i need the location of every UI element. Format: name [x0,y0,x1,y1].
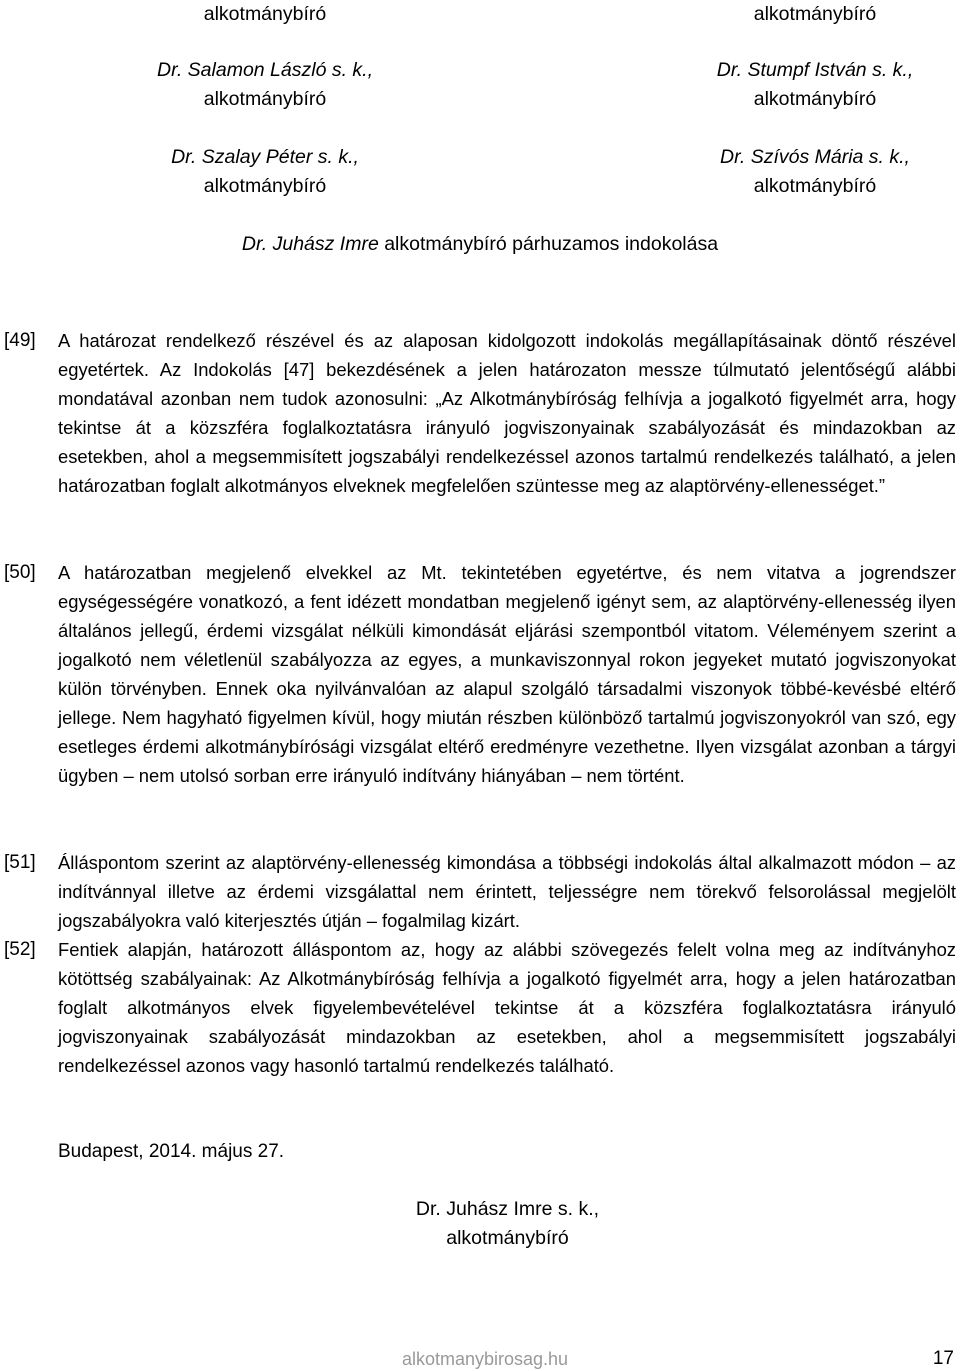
signature-name: Dr. Stumpf István [716,59,867,81]
paragraph-text: A határozatban megjelenő elvekkel az Mt. tekintetében egyetértve, és nem vitatva a jogrendszer egységességére vonatkozó, a fent idézett mondatban megjelenő igényt sem, az alaptörvény-ellenesség ilyen általános jellegű, érdemi vizsgálat nélküli kimondását eljárási szempontból vitatom. Véleményem szerint a jogalkotó nem véletlenül szabályozza az egyes, a munkaviszonnyal rokon jegyeket mutató jogviszonyokat külön törvényben. Ennek oka nyilvánvalóan az alapul szolgáló társadalmi viszonyok többé-kevésbé eltérő jellege. Nem hagyható figyelmen kívül, hogy miután részben különböző tartalmú jogviszonyokról van szó, egy esetleges érdemi alkotmánybírósági vizsgálat eltérő eredményre vezethetne. Ilyen vizsgálat azonban a tárgyi ügyben – nem utolsó sorban erre irányuló indítvány hiányában – nem történt. [58,562,956,786]
signature-name-line [120,143,410,172]
signature-name-line [120,56,410,85]
signature-title: alkotmánybíró [203,88,327,110]
paragraph-text: Fentiek alapján, határozott álláspontom az, hogy az alábbi szövegezés felelt volna meg az indítványhoz kötöttség szabályainak: Az Alkotmánybíróság felhívja a jogalkotó figyelmét arra, hogy a jelen határozatban foglalt alkotmányos elvek figyelembevételével tekintse át a közszféra foglalkoztatásra irányuló jogviszonyainak szabályozását mindazokban az esetekben, ahol a megsemmisített jogszabályi rendelkezéssel azonos vagy hasonló tartalmú rendelkezés található. [58,939,956,1076]
paragraph-number: [50] [4,562,36,583]
signature-suffix: s. k., [866,59,914,81]
signature-name: Dr. Szívós Mária [720,146,864,168]
signature-block-szivos [680,143,950,201]
heading-rest: alkotmánybíró párhuzamos indokolása [378,233,719,255]
page-number: 17 [932,1348,954,1369]
signature-title: alkotmánybíró [753,3,877,25]
signer-name: Dr. Juhász Imre s. k., [415,1198,600,1220]
signature-title: alkotmánybíró [753,175,877,197]
signature-title: alkotmánybíró [753,88,877,110]
signature-block-stumpf [680,56,950,114]
signature-block-szalay [120,143,410,201]
paragraph-number: [51] [4,852,36,873]
signature-name: Dr. Salamon László [156,59,327,81]
paragraph-number: [49] [4,330,36,351]
signature-block-top-left [150,0,380,29]
final-signature-block [380,1195,635,1253]
paragraph-text: A határozat rendelkező részével és az alaposan kidolgozott indokolás megállapításainak döntő részével egyetértek. Az Indokolás [47] bekezdésének a jelen határozaton messze túlmutató jelentőségű alábbi mondatával azonban nem tudok azonosulni: „Az Alkotmánybíróság felhívja a jogalkotó figyelmét arra, hogy tekintse át a közszféra foglalkoztatásra irányuló jogviszonyainak szabályozását és mindazokban az esetekben, ahol a megsemmisített jogszabályi rendelkezéssel azonos tartalmú rendelkezés található, a jelen határozatban foglalt alkotmányos elveknek megfelelően szüntesse meg az alaptörvény-ellenességet.” [58,330,956,496]
footer-site-name: alkotmanybirosag.hu [401,1349,569,1369]
signature-name-line [680,56,950,85]
signature-block-top-right [700,0,930,29]
signer-title: alkotmánybíró [446,1227,569,1249]
signature-suffix: s. k., [326,59,374,81]
signature-name-line [680,143,950,172]
date-line: Budapest, 2014. május 27. [58,1141,285,1162]
signature-name: Dr. Szalay Péter [171,146,313,168]
signature-title: alkotmánybíró [203,175,327,197]
signature-title: alkotmánybíró [203,3,327,25]
signature-block-salamon [120,56,410,114]
signature-suffix: s. k., [312,146,359,168]
heading-name: Dr. Juhász Imre [241,233,379,255]
paragraph-number: [52] [4,939,36,960]
section-heading [0,230,960,259]
signature-suffix: s. k., [863,146,910,168]
paragraph-text: Álláspontom szerint az alaptörvény-ellenesség kimondása a többségi indokolás által alkalmazott módon – az indítvánnyal illetve az érdemi vizsgálattal nem érintett, teljességre nem törekvő felsorolással megjelölt jogszabályokra való kiterjesztés útján – fogalmilag kizárt. [58,852,956,931]
